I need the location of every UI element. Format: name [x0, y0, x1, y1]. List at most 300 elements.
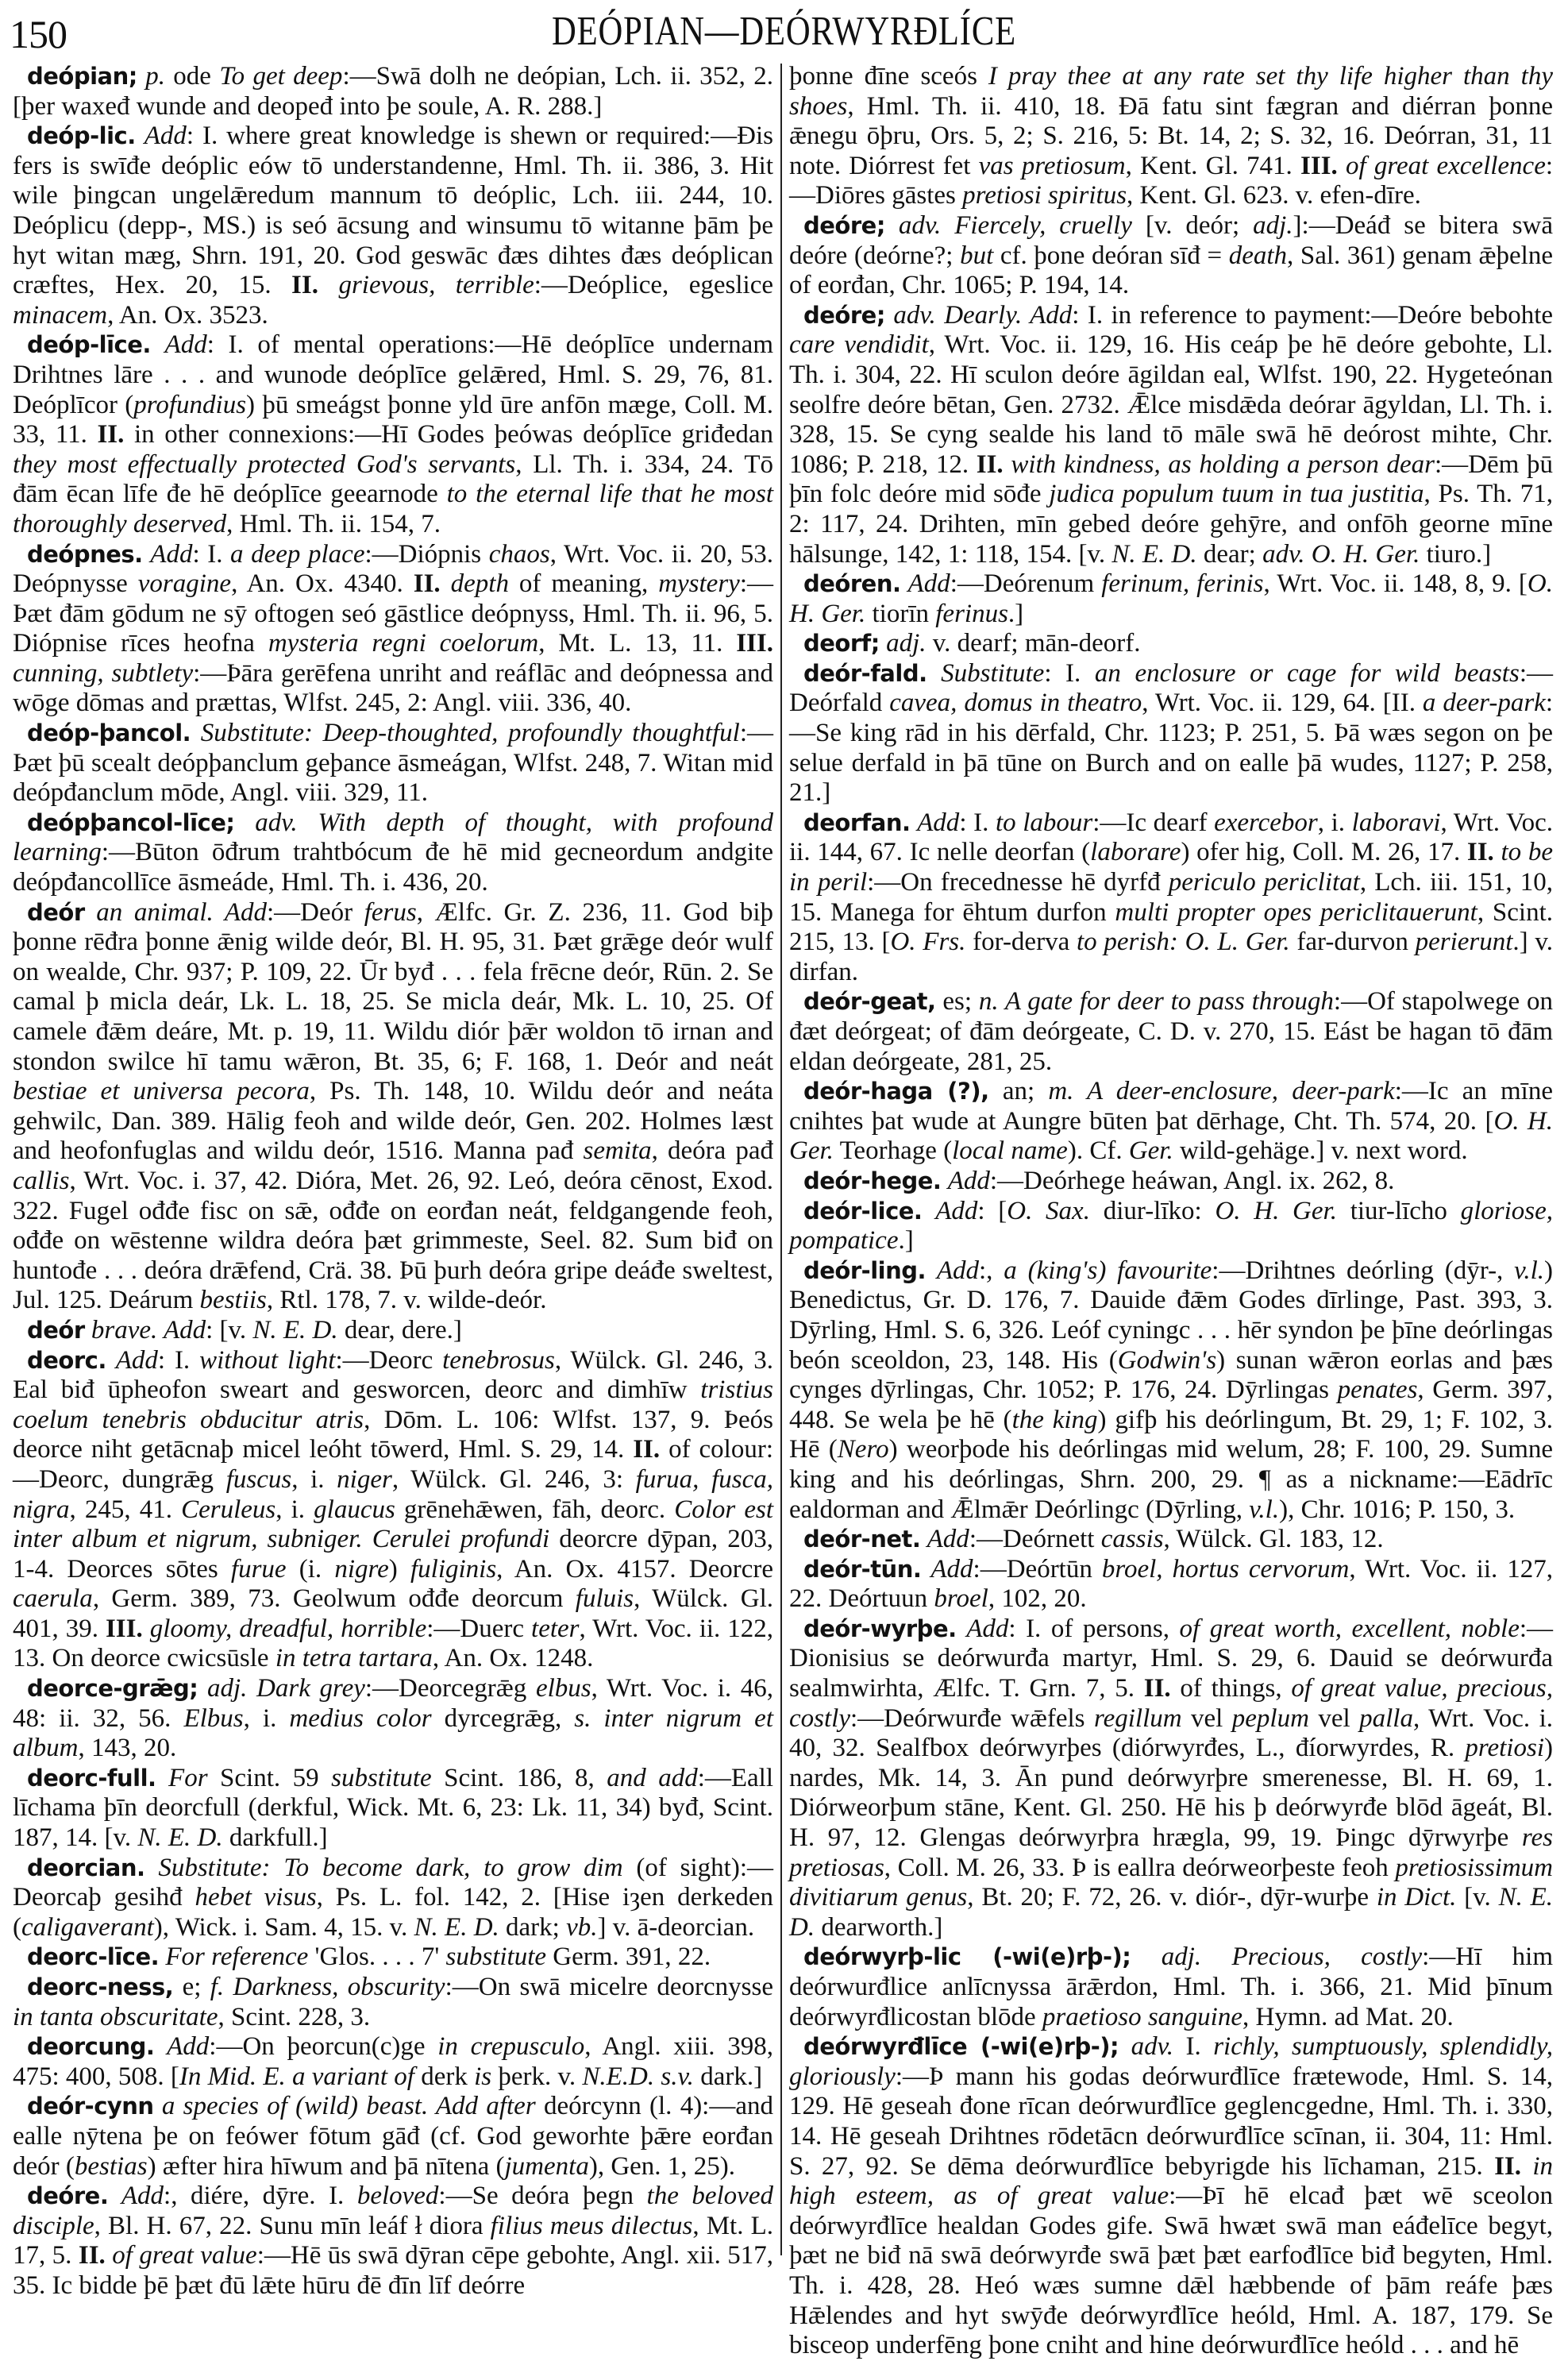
- entry-text: , Hymn. ad Mat. 20.: [1242, 2002, 1454, 2031]
- entry-italic-text: N. E. D.: [414, 1912, 499, 1942]
- dictionary-entry: [13, 1346, 773, 1675]
- entry-text: :—Hē ūs swā dȳran cēpe gebohte, Angl. xii. 517, 35. Ic bidde þē þæt đū lǣte hūru đē đīn līf deórre: [13, 2241, 774, 2300]
- entry-text: darkfull.]: [222, 1823, 328, 1853]
- entry-italic-text: in crepusculo: [437, 2032, 585, 2062]
- entry-text: [235, 808, 256, 837]
- entry-italic-text: N. E. D.: [789, 1883, 1554, 1942]
- entry-italic-text: caligaverant: [21, 1912, 154, 1942]
- entry-text: dearworth.]: [815, 1912, 943, 1942]
- entry-text: :—Diópnis: [364, 539, 489, 569]
- entry-text: tiuro.]: [1420, 539, 1492, 569]
- headword: deóren.: [803, 570, 901, 598]
- entry-text: , Wülck. Gl. 246, 3:: [391, 1464, 636, 1494]
- entry-italic-text: Substitute: Deep-thoughted, profoundly thoughtful: [200, 719, 740, 748]
- entry-text: ), Gen. 1, 25).: [588, 2151, 736, 2181]
- entry-text: es;: [935, 987, 979, 1017]
- running-head-title: DEÓPIAN—DEÓRWYRÐLÍCE: [552, 9, 1016, 54]
- entry-italic-text: furue: [230, 1554, 287, 1584]
- entry-text: , Wülck. Gl. 401, 39.: [13, 1584, 773, 1643]
- entry-italic-text: of great excellence: [1345, 151, 1546, 180]
- entry-text: :—Deorc: [335, 1345, 443, 1375]
- entry-italic-text: Add: [167, 2032, 210, 2062]
- headword: deórwyrþ-lic (-wi(e)rþ-);: [803, 1943, 1131, 1971]
- entry-text: Scint. 59: [207, 1763, 332, 1792]
- entry-italic-text: death: [1228, 241, 1288, 270]
- headword: deór: [27, 1316, 85, 1344]
- entry-text: [880, 629, 886, 658]
- entry-italic-text: adj.: [886, 629, 927, 658]
- entry-text: Teorhage (: [833, 1136, 953, 1166]
- entry-text: [921, 1555, 930, 1584]
- entry-text: [1119, 2032, 1131, 2061]
- entry-italic-text: To get deep: [219, 62, 343, 91]
- sense-number: II.: [1143, 1674, 1171, 1703]
- entry-text: vel: [1308, 1703, 1360, 1733]
- entry-italic-text: teter: [531, 1614, 580, 1643]
- entry-italic-text: bestiis: [199, 1286, 267, 1315]
- entry-italic-text: mystery: [658, 569, 740, 599]
- left-column: [13, 62, 774, 2300]
- entry-text: , Angl. xiii. 398, 475: 400, 508. [: [13, 2032, 774, 2091]
- entry-italic-text: adv. With depth of thought, with profound learning: [13, 808, 773, 867]
- entry-text: :—On frecednesse hē dyrfđ: [867, 868, 1169, 897]
- dictionary-entry: [13, 1942, 773, 1973]
- entry-italic-text: bestiae et universa pecora: [13, 1077, 310, 1106]
- dictionary-entry: [789, 659, 1553, 808]
- entry-text: , 143, 20.: [78, 1734, 177, 1763]
- entry-text: [922, 1197, 935, 1225]
- entry-italic-text: local name: [952, 1136, 1068, 1166]
- entry-text: :—Þæt đām gōdum ne sȳ oftogen seó gāstlice deópnyss, Hml. Th. ii. 96, 5. Diópnise rīces heofna: [13, 569, 773, 658]
- entry-text: [198, 1674, 207, 1703]
- entry-text: Germ. 391, 22.: [546, 1942, 711, 1972]
- headword: deóp-þancol.: [27, 719, 191, 747]
- entry-italic-text: vas pretiosum: [978, 151, 1126, 180]
- entry-italic-text: O. Frs.: [890, 928, 966, 957]
- entry-text: , Mt. L. 13, 11.: [538, 629, 737, 658]
- headword: deór-cynn: [27, 2093, 154, 2120]
- entry-italic-text: vb.: [566, 1912, 598, 1942]
- dictionary-entry: [789, 1615, 1553, 1943]
- entry-text: :—Þ mann his godas deórwurđlīce frætewode, Hml. S. 14, 129. Hē geseah đone rīcan deórwurđlīce geglencgedne, Hml. Th. i. 330, 14. Hē geseah Drihtnes rōdetācn deórwurđlīce scīnan, ii. 304, 11: Hml. S. 27, 92. Se dēma deórwurđlīce bebyrigde his līchaman, 215.: [789, 2062, 1553, 2181]
- entry-text: [136, 122, 144, 150]
- entry-text: [137, 62, 145, 91]
- entry-italic-text: a species of (wild) beast. Add after: [161, 2092, 536, 2121]
- headword: deórwyrđlīce (-wi(e)rþ-);: [803, 2033, 1119, 2061]
- entry-text: [941, 1167, 947, 1195]
- entry-italic-text: in tetra tartara: [275, 1644, 433, 1673]
- entry-text: , Wrt. Voc. ii. 148, 8, 9. [: [1263, 569, 1528, 599]
- dictionary-entry: [789, 987, 1553, 1077]
- entry-italic-text: s. inter nigrum et album: [13, 1703, 773, 1763]
- entry-text: [85, 898, 97, 927]
- entry-text: [1004, 450, 1011, 479]
- entry-text: : I.: [157, 1345, 200, 1375]
- entry-text: , Hml. Th. ii. 410, 18. Đā fatu sint fægran and diérran þonne ǣnegu ōþru, Ors. 5, 2; S. 216, 5: Bt. 14, 2; S. 32, 16. Deórran, 31, 11 note. Diórrest fet: [789, 91, 1553, 180]
- entry-text: [1494, 838, 1501, 866]
- entry-text: [1131, 1942, 1161, 1971]
- entry-text: :—Deórtūn: [973, 1554, 1102, 1584]
- entry-text: :—Þæt þū scealt deópþanclum geþance āsmeágan, Wlfst. 248, 7. Witan mid deópđanclum mōde, Angl. viii. 329, 11.: [13, 719, 774, 808]
- entry-italic-text: adj. Dark grey: [206, 1674, 365, 1703]
- entry-italic-text: callis: [13, 1166, 70, 1195]
- dictionary-entry: [13, 1316, 773, 1346]
- entry-text: , Wrt. Voc. ii. 20, 53. Deópnysse: [13, 539, 773, 599]
- entry-text: grēnehǣwen, fāh, deorc.: [395, 1495, 675, 1524]
- entry-text: v. dearf; mān-deorf.: [926, 629, 1141, 658]
- headword: deór-tūn.: [803, 1555, 922, 1583]
- entry-text: dark;: [499, 1912, 567, 1942]
- entry-text: , Wrt. Voc. ii. 129, 64. [II.: [1142, 689, 1423, 718]
- dictionary-entry: [13, 1973, 773, 2032]
- entry-italic-text: depth: [450, 569, 509, 599]
- entry-italic-text: voragine: [137, 569, 232, 599]
- dictionary-entry: [789, 1942, 1553, 2032]
- entry-italic-text: minacem: [13, 300, 108, 330]
- entry-italic-text: fuliginis: [410, 1554, 497, 1584]
- entry-text: [1338, 152, 1346, 180]
- entry-italic-text: Add: [927, 1525, 969, 1554]
- entry-text: [106, 2241, 112, 2270]
- entry-text: , Germ. 397, 448. Se wela þe hē (: [789, 1375, 1553, 1434]
- entry-italic-text: an enclosure or cage for wild beasts: [1094, 658, 1520, 688]
- entry-italic-text: Color est inter album et nigrum, subniger. Cerulei profundi: [13, 1495, 773, 1554]
- entry-text: [v. deór;: [1131, 210, 1254, 240]
- headword: deorc-ness,: [27, 1973, 174, 2000]
- entry-text: [143, 540, 151, 569]
- entry-italic-text: Add: [947, 1166, 990, 1195]
- entry-italic-text: exercebor: [1214, 808, 1318, 837]
- entry-italic-text: O. Sax.: [1007, 1196, 1090, 1225]
- entry-text: dear, dere.]: [337, 1315, 462, 1344]
- entry-italic-text: pretiosi spiritus: [962, 181, 1127, 210]
- entry-text: :—Dionisius se deórwurđa martyr, Hml. S. 29, 6. Dauid se deórwurđa sealmwirhta, Ælfc. T. Grn. 7, 5.: [789, 1614, 1554, 1703]
- entry-text: [1521, 2152, 1532, 2181]
- entry-italic-text: gloriose, pompatice: [789, 1196, 1554, 1256]
- entry-italic-text: bestias: [74, 2151, 148, 2181]
- entry-italic-text: a deer-park: [1422, 689, 1546, 718]
- entry-text: deorcre dȳpan, 203, 1-4. Deorces sōtes: [13, 1525, 773, 1584]
- entry-text: derk: [414, 2062, 475, 2091]
- entry-text: tiur-līcho: [1336, 1196, 1461, 1225]
- entry-italic-text: cunning, subtlety: [13, 658, 194, 688]
- entry-italic-text: a deep place: [230, 539, 365, 569]
- headword: deór-ling.: [803, 1256, 926, 1284]
- entry-text: , Ps. L. fol. 142, 2. [Hise iȝen derkeden (: [13, 1883, 773, 1942]
- entry-text: : I. in reference to payment:—Deóre bebohte: [1072, 300, 1554, 330]
- entry-italic-text: to labour: [995, 808, 1093, 837]
- entry-italic-text: ferinus: [935, 599, 1008, 628]
- headword: deóre;: [803, 211, 885, 239]
- dictionary-entry: [789, 211, 1553, 301]
- entry-text: ) Benedictus, Gr. D. 176, 7. Dauide đǣm Godes dīrlinge, Past. 393, 3. Dȳrling, Hml. S. 6, 326. Leóf cyningc . . . hēr syndon þe þīne deórlingas beón sceoldon, 23, 148. His (: [789, 1256, 1554, 1375]
- entry-italic-text: grievous, terrible: [338, 271, 534, 300]
- dictionary-entry: [789, 808, 1553, 988]
- headword: deorc-līce.: [27, 1943, 160, 1971]
- entry-text: .]: [898, 1226, 914, 1256]
- entry-text: , Wrt. Voc. ii. 129, 16. His ceáp þe hē deóre gebohte, Ll. Th. i. 304, 22. Hī sculon deóre āgildan eal, Wlfst. 190, 22. Hygeteónan seolfre deóre bētan, Gen. 2732. Ǣlce misdǣda deórar āgyldan, Ll. Th. i. 328, 15. Se cyng sealde his land tō māle swā hē deórost mihte, Chr. 1086; P. 218, 12.: [789, 330, 1553, 479]
- entry-italic-text: adv.: [1131, 2032, 1174, 2062]
- entry-italic-text: Ger.: [1128, 1136, 1173, 1166]
- entry-italic-text: Add: [936, 1256, 980, 1285]
- headword: deór: [27, 898, 85, 926]
- entry-italic-text: f. Darkness, obscurity: [210, 1973, 445, 2001]
- entry-text: , Ps. Th. 148, 10. Wildu deór and neáta gehwilc, Dan. 389. Hālig feoh and wilde deór, Gen. 202. Holmes læst and heofonfuglas and wildu deór, 1516. Manna pađ: [13, 1077, 774, 1166]
- headword: deór-net.: [803, 1526, 921, 1553]
- entry-text: dear;: [1196, 539, 1263, 569]
- entry-text: ) nardes, Mk. 14, 3. Ān pund deórwyrþre smerenesse, Bl. H. 69, 1. Diórweorþum stāne, Kent. Gl. 250. Hē his þ deórwyrđe blōd āgeát, Bl. H. 97, 12. Glengas deórwyrþra hrægla, 99, 19. Þingc dȳrwyrþe: [789, 1734, 1553, 1853]
- entry-italic-text: filius meus dilectus: [490, 2211, 693, 2240]
- dictionary-entry: [13, 1674, 773, 1764]
- entry-text: :—Swā dolh ne deópian, Lch. ii. 352, 2. [þer waxeđ wunde and deopeđ into þe soule, A. R. 288.]: [13, 62, 774, 121]
- entry-italic-text: In Mid. E. a variant of: [179, 2062, 414, 2091]
- entry-italic-text: Add: [935, 1196, 978, 1225]
- entry-text: : [: [977, 1196, 1007, 1225]
- entry-italic-text: beloved: [356, 2182, 439, 2211]
- entry-text: :—Deórenum: [950, 569, 1102, 599]
- entry-text: ] v. ā-deorcian.: [597, 1912, 755, 1942]
- entry-text: : I.: [959, 808, 996, 837]
- entry-text: , Bt. 20; F. 72, 26. v. diór-, dȳr-wurþe: [967, 1883, 1377, 1912]
- entry-italic-text: adj. Precious, costly: [1161, 1942, 1423, 1972]
- entry-text: :—Duerc: [426, 1614, 532, 1643]
- entry-text: , Mt. L. 17, 5.: [13, 2211, 773, 2270]
- entry-italic-text: Add: [121, 2182, 164, 2211]
- entry-italic-text: v.l.: [1249, 1495, 1280, 1524]
- entry-text: , Wrt. Voc. i. 40, 32. Sealfbox deórwyrþes (diórwyrđes, L., đíorwyrdes, R.: [789, 1703, 1553, 1763]
- entry-text: : I.: [192, 539, 231, 569]
- entry-italic-text: nigre: [334, 1554, 389, 1584]
- entry-text: :—Ic dearf: [1092, 808, 1215, 837]
- entry-italic-text: richly, sumptuously, splendidly, gloriously: [789, 2032, 1554, 2091]
- entry-text: wild-gehäge.] v. next word.: [1173, 1136, 1468, 1166]
- sense-number: II.: [976, 449, 1004, 479]
- entry-text: , Dōm. L. 106: Wlfst. 137, 9. Þeós deorce niht getācnaþ micel leóht tōwerd, Hml. S. 29, 14.: [13, 1405, 773, 1464]
- sense-number: III.: [105, 1614, 143, 1643]
- entry-italic-text: furua, fusca, nigra: [13, 1464, 773, 1524]
- dictionary-entry: [13, 1764, 773, 1854]
- entry-text: [143, 1615, 150, 1643]
- entry-text: þonne đīne sceós: [789, 62, 988, 91]
- entry-text: : I. where great knowledge is shewn or required:—Đis fers is swīđe deóplic eów tō understandenne, Hml. Th. ii. 386, 3. Hit wile þingcan ungelǣredum mannum tō deóplic, Lch. iii. 244, 10. Deóplicu (depp-, MS.) is seó ācsung and winsumu tō witanne þām þe hyt witan mæg, Shrn. 191, 20. God geswāc đæs dihtes đæs deóplican cræftes, Hex. 20, 15.: [13, 122, 773, 300]
- entry-italic-text: palla: [1359, 1703, 1413, 1733]
- entry-text: , i.: [243, 1703, 290, 1733]
- entry-italic-text: Add: [917, 808, 960, 837]
- entry-italic-text: semita: [583, 1136, 652, 1166]
- entry-text: , An. Ox. 3523.: [107, 300, 268, 330]
- entry-italic-text: niger: [337, 1464, 392, 1494]
- entry-italic-text: fuluis: [575, 1584, 634, 1614]
- entry-italic-text: Add: [115, 1345, 158, 1375]
- entry-text: ) gifþ his deórlingum, Bt. 29, 1; F. 102, 3. Hē (: [789, 1405, 1554, 1464]
- headword: deór-haga (?),: [803, 1078, 989, 1105]
- entry-text: : I. of persons,: [1008, 1614, 1180, 1643]
- sense-number: II.: [1494, 2151, 1522, 2181]
- entry-italic-text: res pretiosas: [789, 1823, 1553, 1882]
- entry-italic-text: ferus: [364, 897, 417, 927]
- entry-italic-text: of great worth, excellent, noble: [1179, 1614, 1520, 1643]
- headword: deór-geat,: [803, 988, 936, 1016]
- headword: deópnes.: [27, 540, 143, 568]
- entry-text: , Wülck. Gl. 183, 12.: [1163, 1525, 1384, 1554]
- entry-italic-text: of great value, precious, costly: [789, 1674, 1553, 1733]
- headword: deór-hege.: [803, 1167, 942, 1194]
- entry-text: , Hml. Th. ii. 154, 7.: [226, 509, 441, 538]
- entry-text: :—Þī hē elcađ þæt wē sceolon deórwyrđlīce healdan Godes gife. Swā hwæt swā man eáđelīce begyt, þæt ne biđ nā swā deórwyrđe swā þæt þæt earfođlīce biđ begyten, Hml. Th. i. 428, 28. Heó wæs sumne dǣl hæbbende of þām reáfe þæs Hǣlendes and hyt swȳđe deórwyrđlīce heóld, Hml. A. 187, 179. Se bisceop underfēng þone cniht and hine deórwurđlīce heóld . . . and hē: [789, 2182, 1553, 2360]
- entry-text: , Wrt. Voc. i. 46, 48: ii. 32, 56.: [13, 1674, 774, 1733]
- entry-text: , Coll. M. 26, 33. Þ is eallra deórweorþeste feoh: [884, 1853, 1396, 1882]
- headword: deór-fald.: [803, 659, 927, 687]
- entry-text: , Scint. 215, 13. [: [789, 897, 1553, 957]
- entry-text: ), Wick. i. Sam. 4, 15. v.: [153, 1912, 414, 1942]
- entry-italic-text: broel, hortus cervorum: [1101, 1554, 1350, 1584]
- dictionary-entry: [13, 719, 773, 808]
- entry-text: in other connexions:—Hī Godes þeówas deóplīce griđedan: [124, 420, 774, 449]
- entry-italic-text: judica populum tuum in tua justitia: [1049, 480, 1424, 509]
- entry-italic-text: is: [474, 2062, 492, 2091]
- dictionary-entry: [789, 569, 1553, 629]
- entry-italic-text: but: [960, 241, 994, 270]
- headword: deorce-grǣg;: [27, 1675, 198, 1703]
- entry-italic-text: of great value: [112, 2241, 257, 2270]
- entry-italic-text: adv. Dearly. Add: [893, 300, 1073, 330]
- entry-italic-text: to the eternal life that he most thoroughly deserved: [13, 480, 773, 538]
- dictionary-entry: [13, 1854, 773, 1943]
- entry-text: ode: [164, 62, 220, 91]
- entry-italic-text: For reference: [165, 1942, 309, 1972]
- entry-text: :—Se king rād in his dērfald, Chr. 1123; P. 251, 5. Þā wæs segon on þe selue derfald in þā tūne on Burch and on ealle þā wudes, 1127; P. 258, 21.]: [789, 689, 1553, 808]
- entry-italic-text: fuscus: [225, 1464, 292, 1494]
- dictionary-entry: [13, 2182, 773, 2301]
- entry-italic-text: O. H. Ger.: [789, 1106, 1553, 1166]
- entry-italic-text: tenebrosus: [442, 1345, 555, 1375]
- entry-text: [900, 569, 907, 598]
- entry-italic-text: m. A deer-enclosure, deer-park: [1048, 1077, 1395, 1106]
- dictionary-entry: [789, 2032, 1553, 2361]
- entry-italic-text: in tanta obscuritate: [13, 2002, 218, 2031]
- sense-number: II.: [633, 1435, 661, 1464]
- entry-text: , Ps. Th. 71, 2: 117, 24. Drihten, mīn gebed deóre gehȳre, and onfōh georne mīne hālsunge, 142, 1: 118, 154. [v.: [789, 480, 1553, 569]
- headword: deór-wyrþe.: [803, 1615, 957, 1642]
- entry-text: , Wrt. Voc. ii. 144, 67. Ic nelle deorfan (: [789, 808, 1553, 867]
- dictionary-entry: [13, 2032, 773, 2092]
- entry-italic-text: laborare: [1090, 838, 1181, 867]
- entry-text: :—Deorcegrǣg: [364, 1674, 536, 1703]
- entry-text: , i.: [1317, 808, 1352, 837]
- entry-italic-text: to be in peril: [789, 838, 1553, 897]
- entry-text: , Wülck. Gl. 246, 3. Eal biđ ūpheofon sweart and gesworcen, deorc and dimhīw: [13, 1345, 773, 1405]
- entry-text: :—Diōres gāstes: [789, 151, 1554, 210]
- entry-text: e;: [173, 1973, 210, 2001]
- entry-italic-text: broel: [934, 1584, 988, 1614]
- entry-text: , An. Ox. 4340.: [231, 569, 414, 599]
- entry-italic-text: I pray thee at any rate set thy life higher than thy shoes: [789, 62, 1553, 121]
- dictionary-entry: [13, 122, 773, 330]
- entry-text: :—On swā micelre deorcnysse: [445, 1973, 774, 2001]
- entry-text: [441, 569, 451, 598]
- entry-text: , Lch. iii. 151, 10, 15. Manega for ēhtum durfon: [789, 868, 1554, 927]
- entry-text: :—Deórnett: [969, 1525, 1101, 1554]
- entry-italic-text: Add: [930, 1554, 973, 1584]
- entry-text: :—Ic an mīne cnihtes þat wude at Aungre būten þat dērhage, Cht. Th. 574, 20. [: [789, 1077, 1553, 1136]
- entry-text: , i.: [291, 1464, 337, 1494]
- entry-italic-text: periculo periclitat: [1168, 868, 1360, 897]
- entry-text: [926, 1256, 937, 1285]
- entry-text: 'Glos. . . . 7': [308, 1942, 446, 1972]
- entry-italic-text: N. E. D.: [1111, 539, 1197, 569]
- sense-number: II.: [413, 569, 441, 599]
- entry-italic-text: elbus: [535, 1674, 591, 1703]
- entry-italic-text: in high esteem, as of great value: [789, 2151, 1554, 2211]
- entry-italic-text: regillum: [1093, 1703, 1182, 1733]
- entry-italic-text: an animal. Add: [96, 897, 267, 927]
- dictionary-entry: [13, 898, 773, 1316]
- entry-text: ) weorþode his deórlingas mid welum, 28; F. 100, 29. Sumne king and his deórlingas, Shrn. 200, 29. ¶ as a nickname:—Eādrīc ealdorman and Ǣlmǣr Deórlingc (Dȳrling,: [789, 1435, 1554, 1524]
- entry-italic-text: and add: [607, 1763, 698, 1792]
- entry-text: ) ofer hig, Coll. M. 26, 17.: [1181, 838, 1467, 867]
- entry-text: , An. Ox. 1248.: [432, 1644, 594, 1673]
- entry-text: diur-līko:: [1089, 1196, 1215, 1225]
- entry-text: :—Eall līchama þīn deorcfull (derkful, Wick. Mt. 6, 23: Lk. 11, 34) byđ, Scint. 187, 14. [v.: [13, 1763, 774, 1853]
- entry-italic-text: Ceruleus: [181, 1495, 276, 1524]
- entry-italic-text: Add: [164, 330, 207, 360]
- entry-text: ) æfter hira hīwum and þā nītena (: [147, 2151, 505, 2181]
- entry-italic-text: caerula: [13, 1584, 93, 1614]
- entry-text: ) þū smeágst þonne yld ūre anfōn mæge, Coll. M. 33, 11.: [13, 390, 773, 449]
- headword: deorc-full.: [27, 1764, 156, 1792]
- entry-text: cf. þone deóran sīđ =: [993, 241, 1229, 270]
- entry-text: [927, 659, 942, 688]
- entry-italic-text: laboravi: [1351, 808, 1441, 837]
- entry-italic-text: adv. O. H. Ger.: [1262, 539, 1420, 569]
- dictionary-entry: [789, 1077, 1553, 1167]
- entry-italic-text: cassis: [1100, 1525, 1164, 1554]
- entry-text: [v.: [1456, 1883, 1499, 1912]
- dictionary-entry: [789, 1197, 1553, 1256]
- entry-text: [318, 271, 338, 299]
- entry-text: [85, 1316, 91, 1344]
- entry-text: , Wrt. Voc. ii. 122, 13. On deorce cwicsūsle: [13, 1614, 774, 1673]
- entry-text: :—Būton ōđrum trahtbócum đe hē mid gecneordum andgite deópđancollīce āsmeáde, Hml. Th. i. 436, 20.: [13, 838, 773, 897]
- entry-italic-text: the beloved disciple: [13, 2182, 773, 2240]
- entry-italic-text: N. E. D.: [252, 1315, 338, 1344]
- entry-italic-text: N.E.D. s.v.: [582, 2062, 694, 2091]
- entry-italic-text: they most effectually protected God's servants: [13, 449, 516, 479]
- entry-italic-text: peplum: [1231, 1703, 1309, 1733]
- entry-italic-text: pretiosissimum divitiarum genus: [789, 1853, 1553, 1912]
- entry-italic-text: For: [168, 1763, 208, 1792]
- entry-italic-text: mysteria regni coelorum: [268, 629, 539, 658]
- entry-text: :—Deórwurđe wǣfels: [849, 1703, 1094, 1733]
- entry-text: [911, 808, 918, 837]
- entry-text: [154, 2092, 162, 2120]
- entry-italic-text: penates: [1337, 1375, 1418, 1405]
- entry-text: [145, 1854, 159, 1882]
- entry-italic-text: adj.: [1253, 210, 1293, 240]
- entry-text: , Sal. 361) genam ǣþelne of eorđan, Chr. 1065; P. 194, 14.: [789, 241, 1553, 300]
- entry-italic-text: profundius: [133, 390, 247, 419]
- entry-italic-text: to perish: O. L. Ger.: [1076, 928, 1290, 957]
- entry-text: : [v.: [206, 1315, 253, 1344]
- entry-text: .]: [1007, 599, 1024, 628]
- entry-text: ]:—Deáđ se bitera swā deóre (deórne?;: [789, 210, 1554, 270]
- entry-text: [108, 2182, 121, 2210]
- entry-text: of meaning,: [508, 569, 659, 599]
- entry-text: , i.: [275, 1495, 314, 1524]
- entry-text: , Ælfc. Gr. Z. 236, 11. God biþ þonne rēđra þonne ǣnig wilde deór, Bl. H. 95, 31. Þæt grǣge deór wulf on wealde, Chr. 937; P. 109, 22. Ūr byđ . . . fela frēcne deór, Rūn. 2. Se camal þ micla deár, Lk. L. 18, 25. Se micla deár, Mk. L. 10, 25. Of camele đǣm deáre, Mt. p. 19, 11. Wildu diór þǣr woldon tō irnan and stondon swilce hī tamu wǣron, Bt. 35, 6; F. 168, 1. Deór and neát: [13, 897, 773, 1076]
- headword: deorcian.: [27, 1854, 145, 1881]
- entry-text: :—On þeorcun(c)ge: [209, 2032, 438, 2062]
